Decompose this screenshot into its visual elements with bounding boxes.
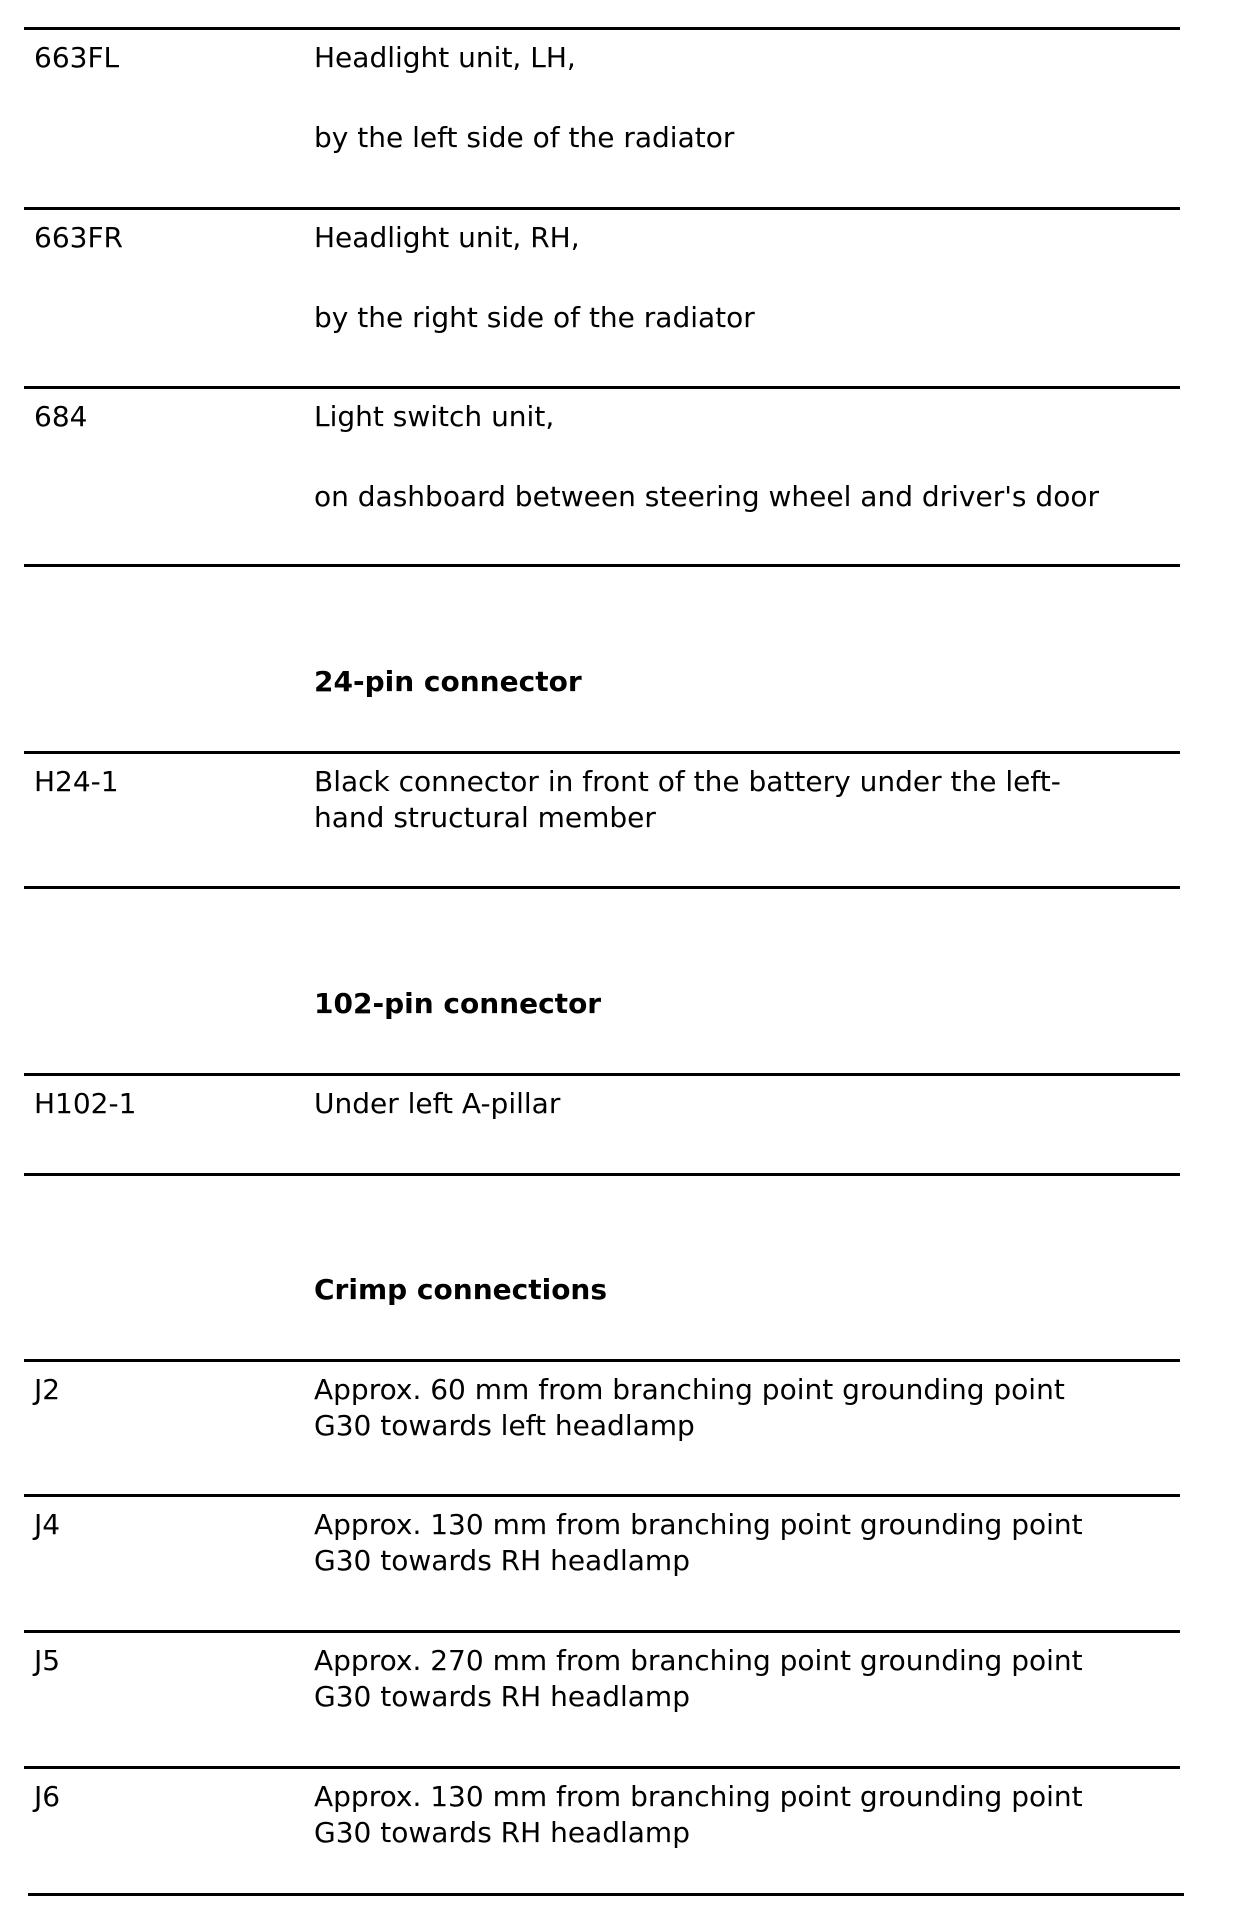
component-description: [314, 399, 1184, 515]
component-code: J4: [34, 1508, 61, 1541]
component-description: [314, 1779, 1184, 1851]
description-line: Approx. 130 mm from branching point grounding point: [314, 1508, 1083, 1541]
component-code: 663FL: [34, 41, 120, 74]
table-rule: [24, 27, 1180, 30]
component-code: J5: [34, 1644, 61, 1677]
component-description: [314, 220, 1184, 336]
component-code: H102-1: [34, 1087, 137, 1120]
table-rule: [24, 207, 1180, 210]
table-rule: [28, 1893, 1184, 1896]
description-line: Headlight unit, RH,: [314, 221, 580, 254]
table-rule: [24, 1630, 1180, 1633]
component-code: J6: [34, 1780, 61, 1813]
description-line: G30 towards left headlamp: [314, 1409, 695, 1442]
section-heading: 102-pin connector: [314, 987, 602, 1020]
description-line: hand structural member: [314, 801, 656, 834]
section-heading: Crimp connections: [314, 1273, 608, 1306]
table-rule: [24, 1073, 1180, 1076]
section-heading: 24-pin connector: [314, 665, 582, 698]
component-description: [314, 764, 1184, 836]
description-line: by the left side of the radiator: [314, 121, 735, 154]
table-rule: [24, 886, 1180, 889]
table-rule: [24, 564, 1180, 567]
description-line: Headlight unit, LH,: [314, 41, 576, 74]
table-rule: [24, 1173, 1180, 1176]
description-line: Light switch unit,: [314, 400, 555, 433]
description-line: on dashboard between steering wheel and driver's door: [314, 480, 1099, 513]
table-rule: [24, 751, 1180, 754]
component-code: H24-1: [34, 765, 119, 798]
table-rule: [24, 1766, 1180, 1769]
description-line: Approx. 270 mm from branching point grounding point: [314, 1644, 1083, 1677]
description-line: Under left A-pillar: [314, 1087, 561, 1120]
description-line: G30 towards RH headlamp: [314, 1544, 690, 1577]
table-rule: [24, 386, 1180, 389]
description-line: G30 towards RH headlamp: [314, 1816, 690, 1849]
description-line: G30 towards RH headlamp: [314, 1680, 690, 1713]
component-code: 663FR: [34, 221, 124, 254]
component-description: [314, 1372, 1184, 1444]
description-line: Approx. 60 mm from branching point grounding point: [314, 1373, 1065, 1406]
component-description: [314, 40, 1184, 156]
description-line: Black connector in front of the battery under the left-: [314, 765, 1061, 798]
description-line: by the right side of the radiator: [314, 301, 755, 334]
component-description: [314, 1643, 1184, 1715]
description-line: Approx. 130 mm from branching point grounding point: [314, 1780, 1083, 1813]
table-rule: [24, 1359, 1180, 1362]
component-description: [314, 1086, 1184, 1122]
component-description: [314, 1507, 1184, 1579]
component-code: J2: [34, 1373, 61, 1406]
component-code: 684: [34, 400, 88, 433]
table-rule: [24, 1494, 1180, 1497]
